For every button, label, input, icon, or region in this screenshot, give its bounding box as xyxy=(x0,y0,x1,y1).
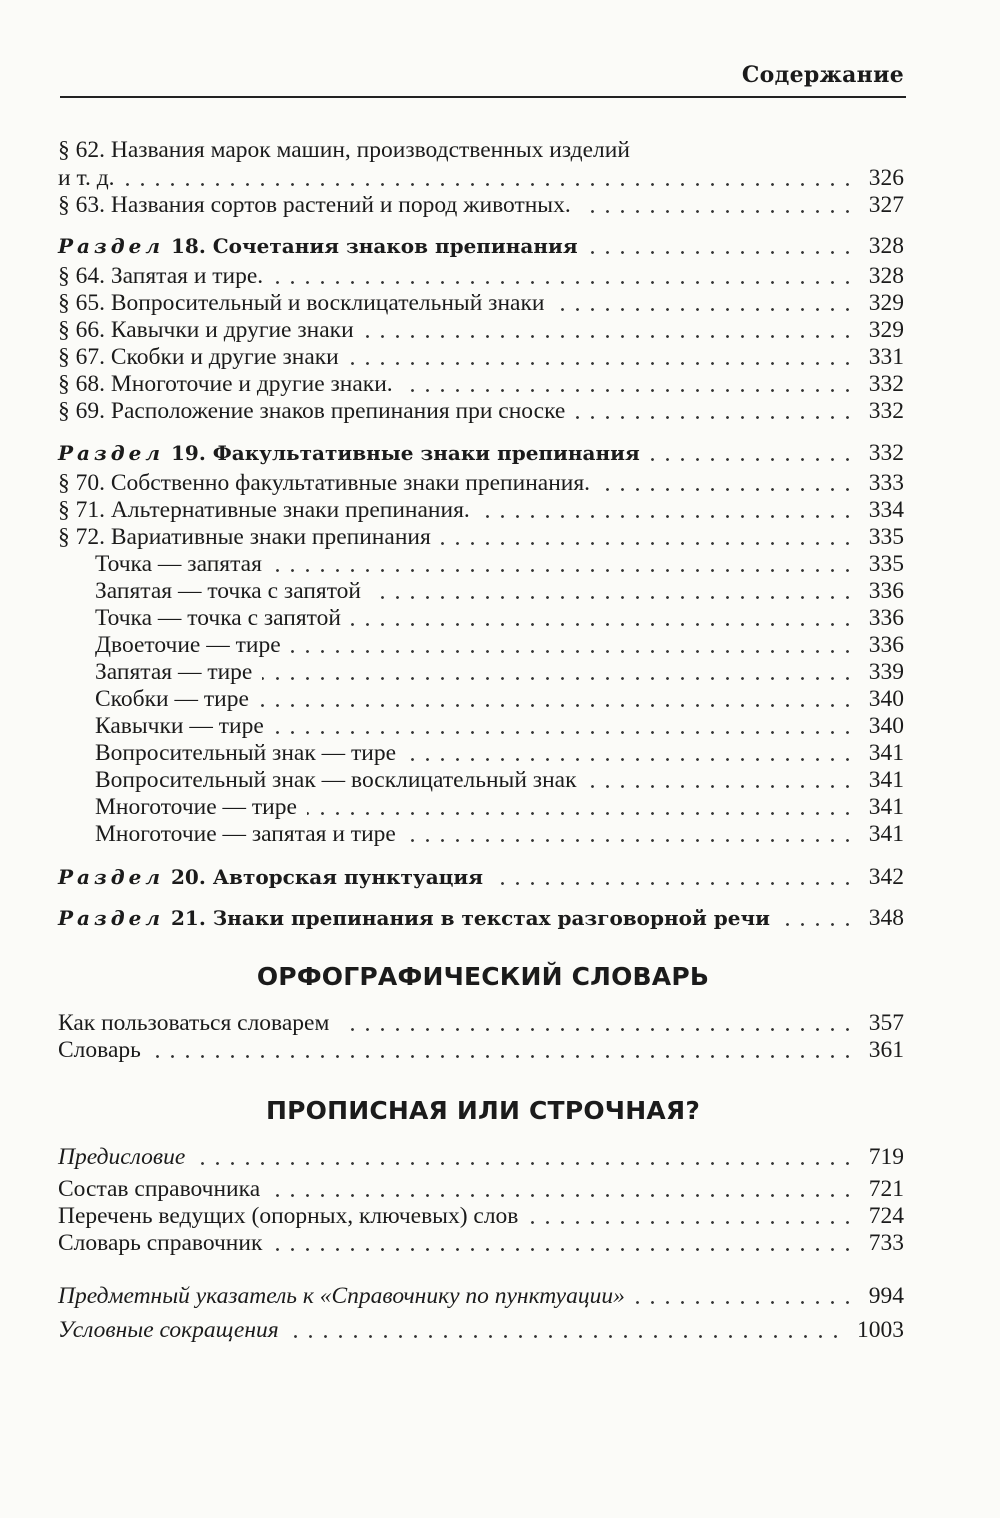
section-word: Раздел xyxy=(58,906,165,930)
leader-dots xyxy=(259,704,855,707)
toc-entry-label: Предметный указатель к «Справочнику по пунктуации» xyxy=(58,1283,625,1309)
leader-dots xyxy=(554,308,855,311)
leader-dots xyxy=(493,882,855,885)
toc-entry-page: 361 xyxy=(868,1037,904,1063)
toc-subentry-label: Многоточие — запятая и тире xyxy=(95,821,396,847)
toc-subentry xyxy=(58,551,904,578)
leader-dots xyxy=(274,731,855,734)
toc-entry-page: 333 xyxy=(868,470,904,496)
toc-subentry-page: 336 xyxy=(868,632,904,658)
toc-entry-page: 724 xyxy=(868,1203,904,1229)
toc-subentry-page: 335 xyxy=(868,551,904,577)
toc-entry-label: § 69. Расположение знаков препинания при сноске xyxy=(58,398,566,424)
toc-entry xyxy=(58,1230,904,1257)
toc-subentry-label: Кавычки — тире xyxy=(95,713,264,739)
toc-entry-label: Словарь xyxy=(58,1037,141,1063)
section-entry xyxy=(58,233,904,260)
leader-dots xyxy=(406,839,855,842)
toc-subentry-label: Запятая — тире xyxy=(95,659,253,685)
toc-entry-label: § 63. Названия сортов растений и пород животных. xyxy=(58,192,571,218)
leader-dots xyxy=(581,210,855,213)
toc-subentry xyxy=(58,578,904,605)
toc-subentry-page: 336 xyxy=(868,605,904,631)
toc-entry-label: § 65. Вопросительный и восклицательный знаки xyxy=(58,290,545,316)
toc-entry-label: Как пользоваться словарем xyxy=(58,1010,330,1036)
toc-subentry-label: Точка — запятая xyxy=(95,551,262,577)
leader-dots xyxy=(291,650,855,653)
section-title: 19. Факультативные знаки препинания xyxy=(171,441,640,465)
running-head xyxy=(60,58,906,98)
leader-dots xyxy=(270,1194,855,1197)
toc-entry-page: 721 xyxy=(868,1176,904,1202)
section-title: 21. Знаки препинания в текстах разговорной речи xyxy=(171,906,770,930)
toc-entry xyxy=(58,192,904,219)
toc-entry-label: Предисловие xyxy=(58,1144,186,1170)
toc-subentry xyxy=(58,605,904,632)
toc-entry xyxy=(58,317,904,344)
toc-entry xyxy=(58,1203,904,1230)
toc-subentry xyxy=(58,632,904,659)
section-label xyxy=(58,233,578,260)
section-title: 20. Авторская пунктуация xyxy=(171,865,484,889)
toc-subentry-label: Точка — точка с запятой xyxy=(95,605,341,631)
toc-subentry xyxy=(58,713,904,740)
toc-entry-page: 329 xyxy=(868,290,904,316)
toc-subentry-page: 341 xyxy=(868,740,904,766)
leader-dots xyxy=(441,542,855,545)
toc-subentry-page: 339 xyxy=(868,659,904,685)
section-word: Раздел xyxy=(58,441,165,465)
toc-subentry-label: Двоеточие — тире xyxy=(95,632,281,658)
toc-entry-label: § 68. Многоточие и другие знаки. xyxy=(58,371,393,397)
section-page: 342 xyxy=(868,864,904,890)
toc-subentry-page: 340 xyxy=(868,713,904,739)
leader-dots xyxy=(600,488,855,491)
toc-entry xyxy=(58,1010,904,1037)
leader-dots xyxy=(403,389,855,392)
section-word: Раздел xyxy=(58,234,165,258)
toc-entry-page: 332 xyxy=(868,398,904,424)
toc-entry xyxy=(58,1037,904,1064)
toc-entry xyxy=(58,1176,904,1203)
toc-entry-page: 994 xyxy=(868,1283,904,1309)
leader-dots xyxy=(587,785,855,788)
section-label xyxy=(58,440,640,467)
toc-entry-page: 335 xyxy=(868,524,904,550)
leader-dots xyxy=(528,1221,855,1224)
section-entry xyxy=(58,440,904,467)
toc-subentry-page: 340 xyxy=(868,686,904,712)
toc-entry xyxy=(58,371,904,398)
toc-entry-page: 331 xyxy=(868,344,904,370)
leader-dots xyxy=(480,515,855,518)
toc-subentry xyxy=(58,659,904,686)
leader-dots xyxy=(273,281,855,284)
leader-dots xyxy=(364,335,855,338)
toc-entry-label: § 67. Скобки и другие знаки xyxy=(58,344,339,370)
toc-entry xyxy=(58,263,904,290)
capital-heading: ПРОПИСНАЯ ИЛИ СТРОЧНАЯ? xyxy=(265,1096,701,1125)
toc-entry-page: 334 xyxy=(868,497,904,523)
toc-entry-page: 357 xyxy=(868,1010,904,1036)
toc-entry-label: § 66. Кавычки и другие знаки xyxy=(58,317,354,343)
leader-dots xyxy=(588,251,855,254)
toc-entry-label: Условные сокращения xyxy=(58,1317,279,1343)
leader-dots xyxy=(195,1162,855,1165)
toc-entry xyxy=(58,1317,904,1344)
toc-entry xyxy=(58,137,904,164)
leader-dots xyxy=(125,183,855,186)
toc-entry-page: 332 xyxy=(868,371,904,397)
toc-entry-page: 719 xyxy=(868,1144,904,1170)
toc-subentry-page: 336 xyxy=(868,578,904,604)
toc-subentry-page: 341 xyxy=(868,794,904,820)
toc-entry xyxy=(58,290,904,317)
section-title: 18. Сочетания знаков препинания xyxy=(171,234,578,258)
toc-subentry xyxy=(58,740,904,767)
toc-entry xyxy=(58,398,904,425)
toc-subentry-page: 341 xyxy=(868,767,904,793)
leader-dots xyxy=(289,1335,843,1338)
toc-entry-label: Словарь справочник xyxy=(58,1230,263,1256)
leader-dots xyxy=(575,416,855,419)
leader-dots xyxy=(307,812,855,815)
leader-dots xyxy=(351,623,855,626)
leader-dots xyxy=(339,1028,855,1031)
leader-dots xyxy=(371,596,855,599)
section-entry xyxy=(58,864,904,891)
leader-dots xyxy=(349,362,855,365)
toc-entry xyxy=(58,1144,904,1171)
leader-dots xyxy=(650,458,855,461)
section-entry xyxy=(58,905,904,932)
section-word: Раздел xyxy=(58,865,165,889)
toc-entry-page: 1003 xyxy=(857,1317,904,1343)
toc-subentry-page: 341 xyxy=(868,821,904,847)
toc-subentry-label: Скобки — тире xyxy=(95,686,249,712)
toc-entry-page: 733 xyxy=(868,1230,904,1256)
toc-entry-page: 326 xyxy=(868,165,904,191)
toc-subentry-label: Запятая — точка с запятой xyxy=(95,578,361,604)
section-page: 332 xyxy=(868,440,904,466)
toc-subentry xyxy=(58,767,904,794)
section-label xyxy=(58,905,770,932)
toc-entry xyxy=(58,344,904,371)
toc-subentry xyxy=(58,686,904,713)
toc-subentry xyxy=(58,794,904,821)
section-page: 348 xyxy=(868,905,904,931)
toc-subentry-label: Вопросительный знак — тире xyxy=(95,740,397,766)
toc-entry-label: § 64. Запятая и тире. xyxy=(58,263,264,289)
toc-entry xyxy=(58,524,904,551)
section-label xyxy=(58,864,483,891)
toc-entry-label: Перечень ведущих (опорных, ключевых) слов xyxy=(58,1203,519,1229)
running-head-title: Содержание xyxy=(741,62,904,88)
toc-entry xyxy=(58,165,904,192)
toc-entry-page: 327 xyxy=(868,192,904,218)
leader-dots xyxy=(272,1248,855,1251)
dictionary-heading: ОРФОГРАФИЧЕСКИЙ СЛОВАРЬ xyxy=(256,962,710,991)
toc-entry-label: § 70. Собственно факультативные знаки препинания. xyxy=(58,470,591,496)
leader-dots xyxy=(780,923,855,926)
toc-entry-label: § 72. Вариативные знаки препинания xyxy=(58,524,431,550)
leader-dots xyxy=(272,569,855,572)
toc-entry-label: Состав справочника xyxy=(58,1176,261,1202)
toc-entry-label: § 71. Альтернативные знаки препинания. xyxy=(58,497,470,523)
section-page: 328 xyxy=(868,233,904,259)
leader-dots xyxy=(635,1301,855,1304)
toc-entry-label: и т. д. xyxy=(58,165,115,191)
toc-subentry-label: Вопросительный знак — восклицательный знак xyxy=(95,767,577,793)
toc-entry-label: § 62. Названия марок машин, производственных изделий xyxy=(58,137,630,163)
toc-entry-page: 329 xyxy=(868,317,904,343)
leader-dots xyxy=(262,677,855,680)
toc-subentry-label: Многоточие — тире xyxy=(95,794,297,820)
toc-entry-page: 328 xyxy=(868,263,904,289)
leader-dots xyxy=(406,758,855,761)
toc-entry xyxy=(58,497,904,524)
toc-entry xyxy=(58,470,904,497)
leader-dots xyxy=(151,1055,855,1058)
toc-entry xyxy=(58,1283,904,1310)
toc-subentry xyxy=(58,821,904,848)
